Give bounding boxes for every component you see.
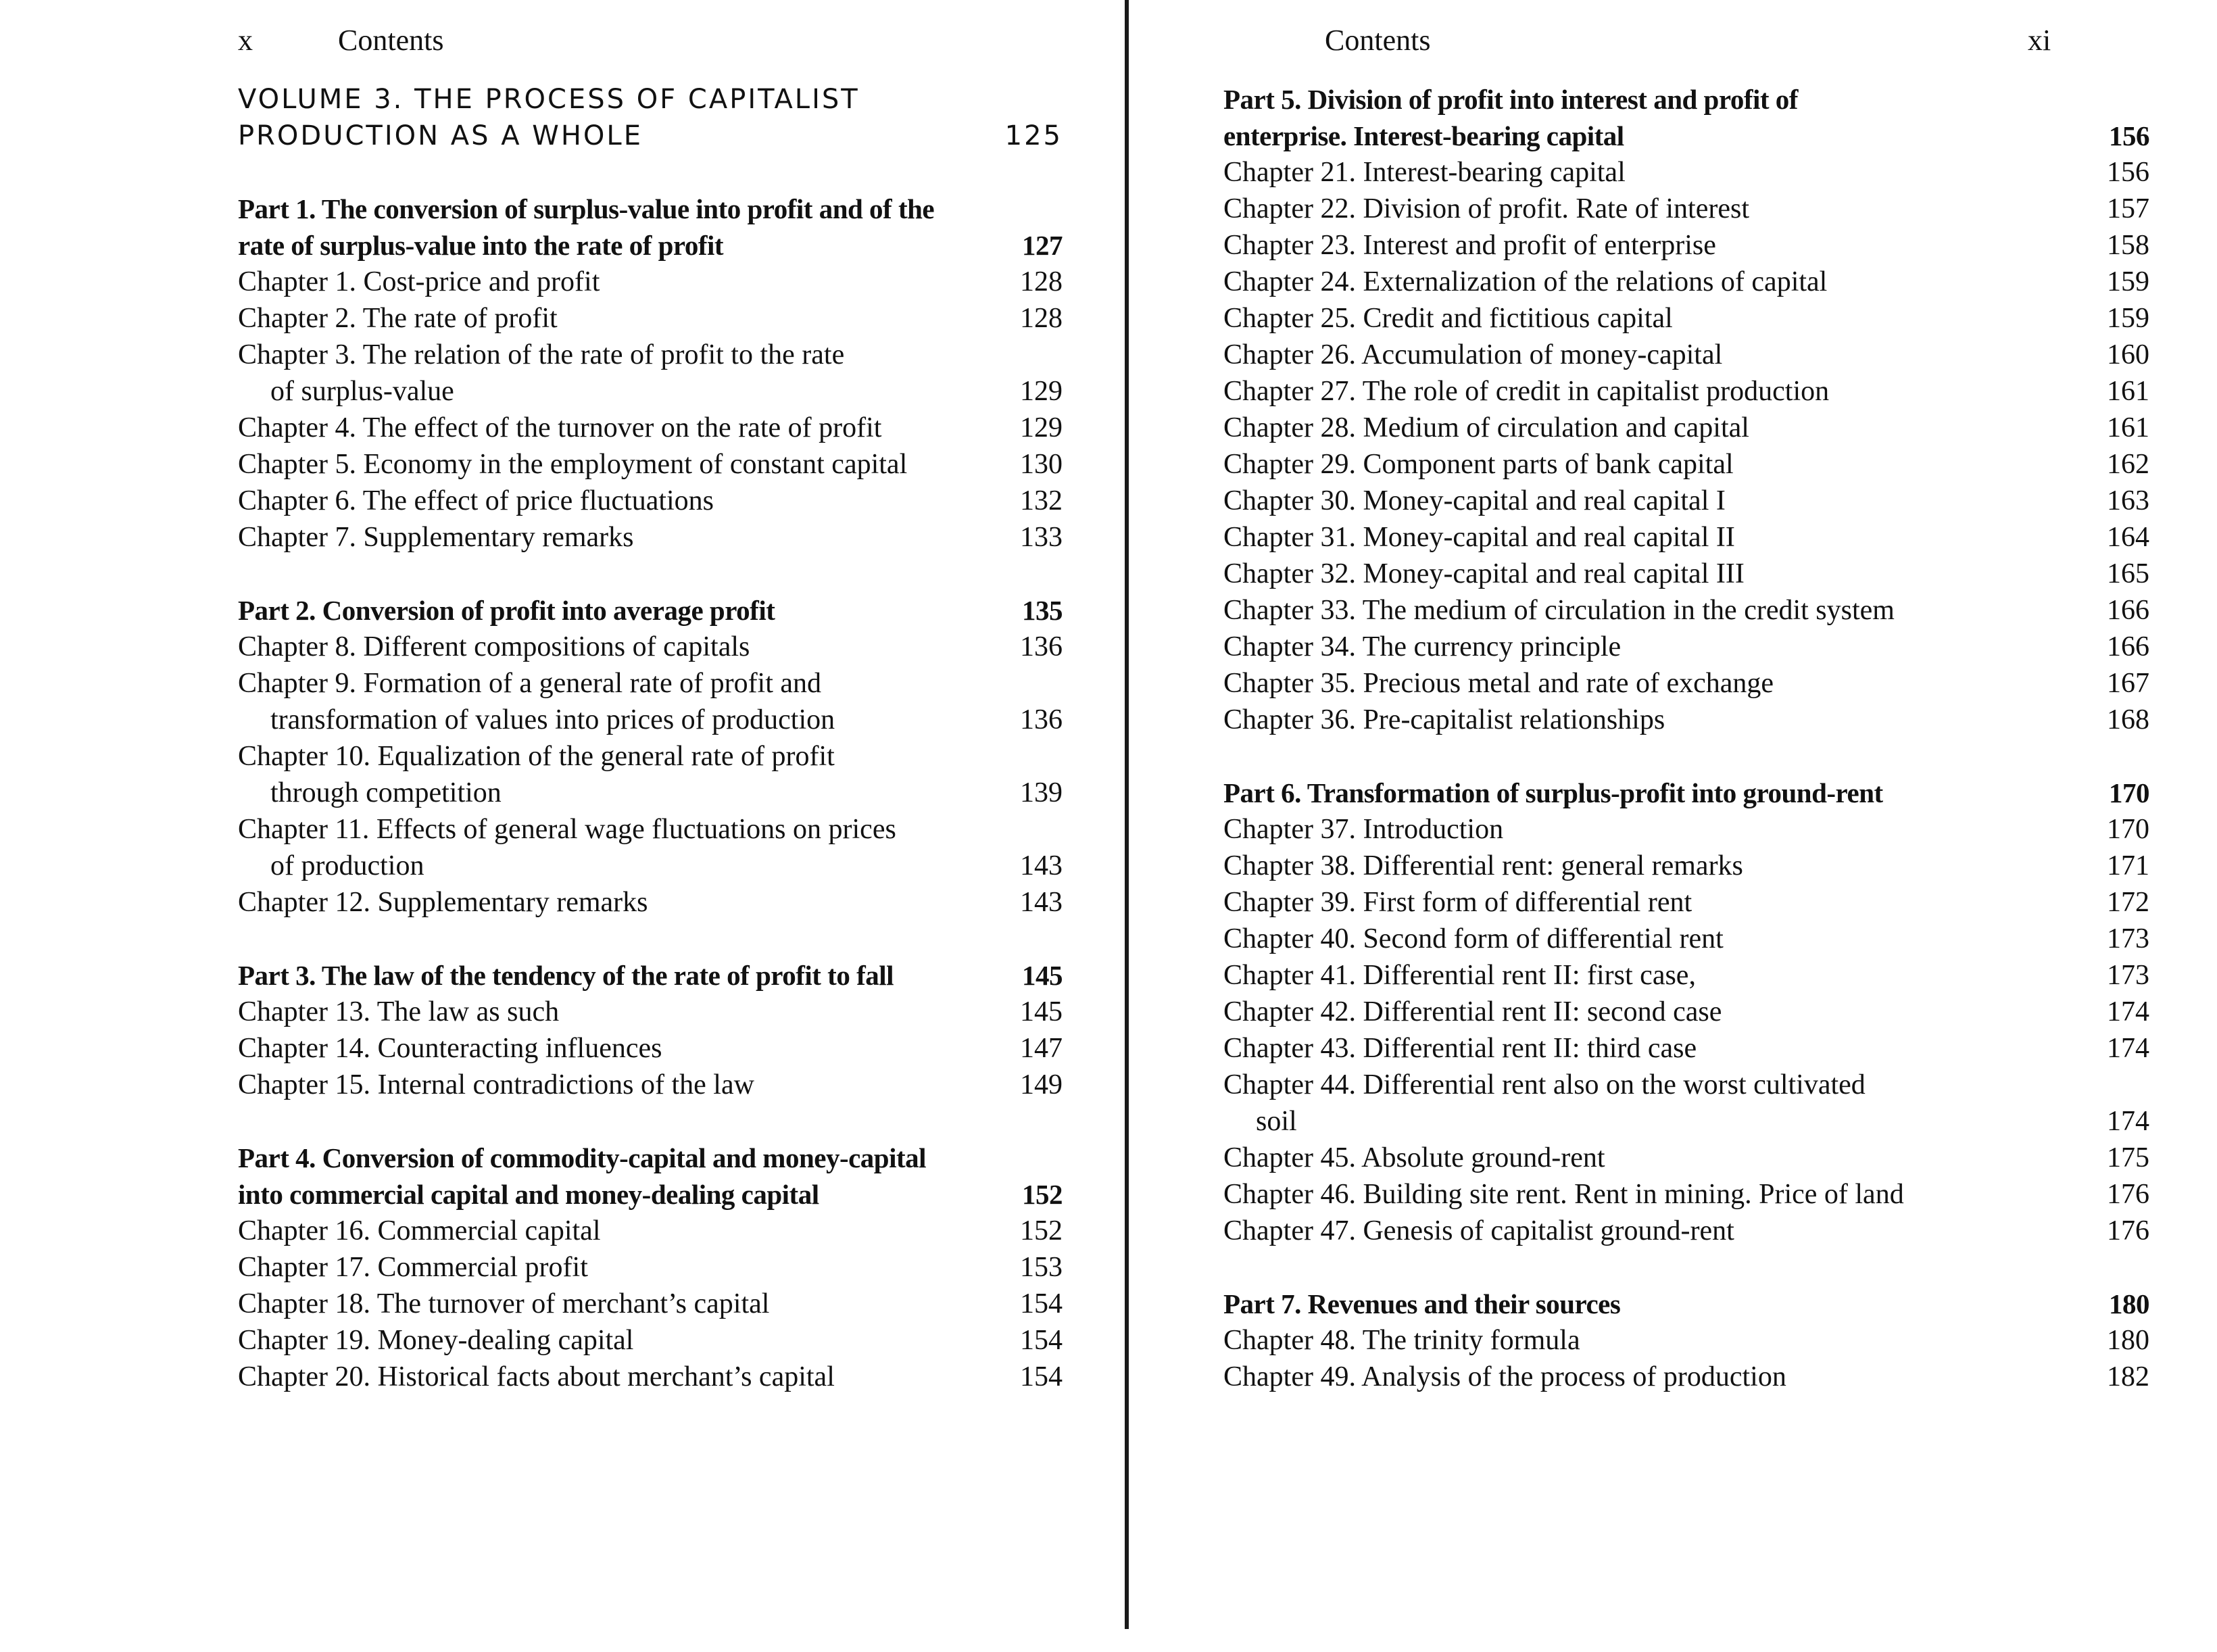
page-number: 136 [1020,631,1063,662]
chapter-title: Chapter 11. Effects of general wage fluctuations on prices [238,814,896,845]
part-title: Part 6. Transformation of surplus-profit into ground-rent [1223,777,1883,808]
page-number: 145 [1022,960,1063,991]
chapter-title: Chapter 32. Money-capital and real capital III [1223,558,1745,589]
volume-line-2: PRODUCTION AS A WHOLE [238,120,643,151]
chapter-entry [238,519,1063,556]
part-heading [238,1140,1063,1213]
chapter-entry [1223,994,2149,1030]
chapter-title: Chapter 43. Differential rent II: third case [1223,1033,1697,1064]
part-heading [1223,775,2149,811]
chapter-title: Chapter 41. Differential rent II: first case, [1223,960,1696,991]
chapter-title: Chapter 27. The role of credit in capitalist production [1223,376,1830,407]
page-number: 139 [1020,777,1063,808]
chapter-entry [1223,227,2149,264]
page-number: 174 [2107,1106,2149,1137]
chapter-title: Chapter 13. The law as such [238,996,560,1027]
part-line: Part 1. The conversion of surplus-value into profit and of the [238,193,935,224]
page-number: 147 [1020,1033,1063,1064]
chapter-entry [238,1286,1063,1322]
page-number: 143 [1020,850,1063,881]
chapter-entry [238,629,1063,665]
part-line: into commercial capital and money-dealing capital [238,1179,819,1210]
page-number: 168 [2107,704,2149,735]
book-spine-gutter [1125,0,1129,1629]
chapter-entry [1223,848,2149,884]
part-heading [238,592,1063,629]
page-number: 130 [1020,449,1063,480]
page-number: 170 [2109,777,2149,808]
chapter-title: Chapter 28. Medium of circulation and capital [1223,412,1749,443]
chapter-title: Chapter 30. Money-capital and real capital I [1223,485,1726,516]
page-number: 162 [2107,449,2149,480]
page-number: 133 [1020,522,1063,553]
page-number: 154 [1020,1325,1063,1356]
page-number: 182 [2107,1361,2149,1392]
chapter-entry [1223,957,2149,994]
page-number: 175 [2107,1142,2149,1173]
page-number: 152 [1020,1215,1063,1246]
chapter-title: Chapter 1. Cost-price and profit [238,266,600,297]
chapter-entry [1223,373,2149,410]
page-number: 159 [2107,266,2149,297]
page-number: 158 [2107,230,2149,261]
chapter-title: Chapter 42. Differential rent II: second case [1223,996,1722,1027]
chapter-entry [238,1067,1063,1103]
chapter-title: Chapter 34. The currency principle [1223,631,1622,662]
chapter-title-cont: of production [270,850,424,881]
chapter-title: Chapter 31. Money-capital and real capital II [1223,522,1735,553]
chapter-title: Chapter 49. Analysis of the process of production [1223,1361,1786,1392]
page-number: 152 [1022,1179,1063,1210]
volume-line-1: VOLUME 3. THE PROCESS OF CAPITALIST [238,84,860,115]
right-page [1136,0,2217,1652]
chapter-entry [1223,921,2149,957]
chapter-entry [238,811,1063,884]
page-number: 165 [2107,558,2149,589]
table-of-contents [1223,81,2149,1395]
chapter-title: Chapter 16. Commercial capital [238,1215,601,1246]
page-number: 154 [1020,1288,1063,1319]
chapter-title-cont: transformation of values into prices of production [270,704,835,735]
chapter-title: Chapter 35. Precious metal and rate of exchange [1223,668,1774,699]
page-number: 154 [1020,1361,1063,1392]
chapter-title: Chapter 26. Accumulation of money-capital [1223,339,1723,370]
chapter-entry [1223,191,2149,227]
page-number: 145 [1020,996,1063,1027]
chapter-title: Chapter 6. The effect of price fluctuations [238,485,714,516]
chapter-entry [1223,154,2149,191]
page-number: 164 [2107,522,2149,553]
page-number: 173 [2107,960,2149,991]
chapter-title: Chapter 38. Differential rent: general remarks [1223,850,1743,881]
page-number: 129 [1020,412,1063,443]
chapter-title: Chapter 3. The relation of the rate of profit to the rate [238,339,845,370]
page-number: 180 [2107,1325,2149,1356]
chapter-title: Chapter 21. Interest-bearing capital [1223,157,1626,188]
part-line: rate of surplus-value into the rate of profit [238,230,724,261]
page-number: 159 [2107,303,2149,334]
chapter-entry [1223,1213,2149,1249]
table-of-contents [238,81,1063,1395]
chapter-title: Chapter 4. The effect of the turnover on the rate of profit [238,412,882,443]
running-title: Contents [338,24,444,57]
page-number: 157 [2107,193,2149,224]
chapter-title: Chapter 33. The medium of circulation in the credit system [1223,595,1895,626]
chapter-title: Chapter 7. Supplementary remarks [238,522,634,553]
chapter-title: Chapter 18. The turnover of merchant’s capital [238,1288,770,1319]
chapter-entry [1223,702,2149,738]
page-number: 176 [2107,1215,2149,1246]
chapter-entry [1223,592,2149,629]
page-number: 163 [2107,485,2149,516]
page-number: 128 [1020,266,1063,297]
chapter-entry [238,446,1063,483]
chapter-title: Chapter 47. Genesis of capitalist ground-rent [1223,1215,1734,1246]
chapter-title: Chapter 22. Division of profit. Rate of interest [1223,193,1750,224]
chapter-title: Chapter 10. Equalization of the general rate of profit [238,741,835,772]
chapter-entry [238,1359,1063,1395]
page-number: 160 [2107,339,2149,370]
chapter-entry [1223,410,2149,446]
chapter-title: Chapter 12. Supplementary remarks [238,887,648,918]
chapter-entry [1223,1176,2149,1213]
chapter-entry [1223,1030,2149,1067]
page-number: 127 [1022,230,1063,261]
chapter-entry [1223,300,2149,337]
part-heading [1223,1286,2149,1322]
chapter-entry [1223,556,2149,592]
part-heading [1223,81,2149,154]
chapter-entry [1223,665,2149,702]
chapter-title-cont: of surplus-value [270,376,454,407]
chapter-entry [238,738,1063,811]
chapter-entry [1223,1067,2149,1140]
chapter-title: Chapter 48. The trinity formula [1223,1325,1580,1356]
volume-heading [238,81,1063,154]
page-number: 167 [2107,668,2149,699]
page-number: 156 [2109,120,2149,151]
chapter-entry [238,300,1063,337]
folio: xi [2028,24,2051,57]
chapter-title: Chapter 14. Counteracting influences [238,1033,662,1064]
part-line: Part 5. Division of profit into interest and profit of [1223,84,1798,115]
chapter-entry [1223,337,2149,373]
chapter-title: Chapter 2. The rate of profit [238,303,558,334]
chapter-entry [238,337,1063,410]
chapter-title: Chapter 25. Credit and fictitious capital [1223,303,1673,334]
page-number: 180 [2109,1288,2149,1319]
chapter-title: Chapter 5. Economy in the employment of constant capital [238,449,908,480]
chapter-entry [238,1030,1063,1067]
chapter-title: Chapter 15. Internal contradictions of the law [238,1069,754,1100]
chapter-title: Chapter 19. Money-dealing capital [238,1325,634,1356]
page-number: 161 [2107,412,2149,443]
chapter-title: Chapter 39. First form of differential rent [1223,887,1692,918]
chapter-title: Chapter 46. Building site rent. Rent in mining. Price of land [1223,1179,1904,1210]
part-title: Part 3. The law of the tendency of the rate of profit to fall [238,960,894,991]
chapter-title: Chapter 44. Differential rent also on the worst cultivated [1223,1069,1866,1100]
chapter-entry [1223,1359,2149,1395]
chapter-title: Chapter 8. Different compositions of capitals [238,631,750,662]
chapter-title: Chapter 29. Component parts of bank capital [1223,449,1734,480]
page-number: 136 [1020,704,1063,735]
chapter-entry [238,1322,1063,1359]
chapter-title-cont: through competition [270,777,502,808]
page-number: 170 [2107,814,2149,845]
page-number: 153 [1020,1252,1063,1283]
chapter-title: Chapter 17. Commercial profit [238,1252,588,1283]
chapter-title: Chapter 40. Second form of differential rent [1223,923,1724,954]
page-number: 176 [2107,1179,2149,1210]
page-number: 172 [2107,887,2149,918]
part-line: Part 4. Conversion of commodity-capital and money-capital [238,1142,927,1173]
part-heading [238,191,1063,264]
page-number: 161 [2107,376,2149,407]
page-number: 128 [1020,303,1063,334]
chapter-entry [1223,1322,2149,1359]
page-number: 135 [1022,595,1063,626]
folio: x [238,24,253,57]
page-number: 149 [1020,1069,1063,1100]
page-number: 174 [2107,996,2149,1027]
chapter-entry [238,483,1063,519]
chapter-entry [1223,446,2149,483]
chapter-entry [1223,519,2149,556]
chapter-entry [238,1249,1063,1286]
chapter-entry [238,1213,1063,1249]
chapter-title: Chapter 45. Absolute ground-rent [1223,1142,1605,1173]
chapter-entry [1223,1140,2149,1176]
chapter-title: Chapter 36. Pre-capitalist relationships [1223,704,1665,735]
chapter-entry [1223,811,2149,848]
chapter-entry [238,665,1063,738]
part-title: Part 2. Conversion of profit into average profit [238,595,775,626]
chapter-entry [238,884,1063,921]
page-number: 129 [1020,376,1063,407]
page-number: 166 [2107,595,2149,626]
page-number: 166 [2107,631,2149,662]
chapter-entry [1223,264,2149,300]
chapter-entry [1223,629,2149,665]
part-title: Part 7. Revenues and their sources [1223,1288,1621,1319]
chapter-title: Chapter 24. Externalization of the relations of capital [1223,266,1828,297]
part-line: enterprise. Interest-bearing capital [1223,120,1624,151]
chapter-entry [238,994,1063,1030]
chapter-title: Chapter 37. Introduction [1223,814,1504,845]
chapter-entry [1223,483,2149,519]
chapter-entry [238,410,1063,446]
chapter-title-cont: soil [1256,1106,1297,1137]
page-number: 156 [2107,157,2149,188]
part-heading [238,957,1063,994]
page-number: 125 [1004,120,1063,151]
chapter-entry [238,264,1063,300]
chapter-entry [1223,884,2149,921]
chapter-title: Chapter 9. Formation of a general rate of profit and [238,668,822,699]
running-title: Contents [1325,24,1431,57]
page-number: 173 [2107,923,2149,954]
chapter-title: Chapter 23. Interest and profit of enterprise [1223,230,1716,261]
page-number: 174 [2107,1033,2149,1064]
page-number: 171 [2107,850,2149,881]
chapter-title: Chapter 20. Historical facts about merchant’s capital [238,1361,835,1392]
page-number: 143 [1020,887,1063,918]
page-number: 132 [1020,485,1063,516]
